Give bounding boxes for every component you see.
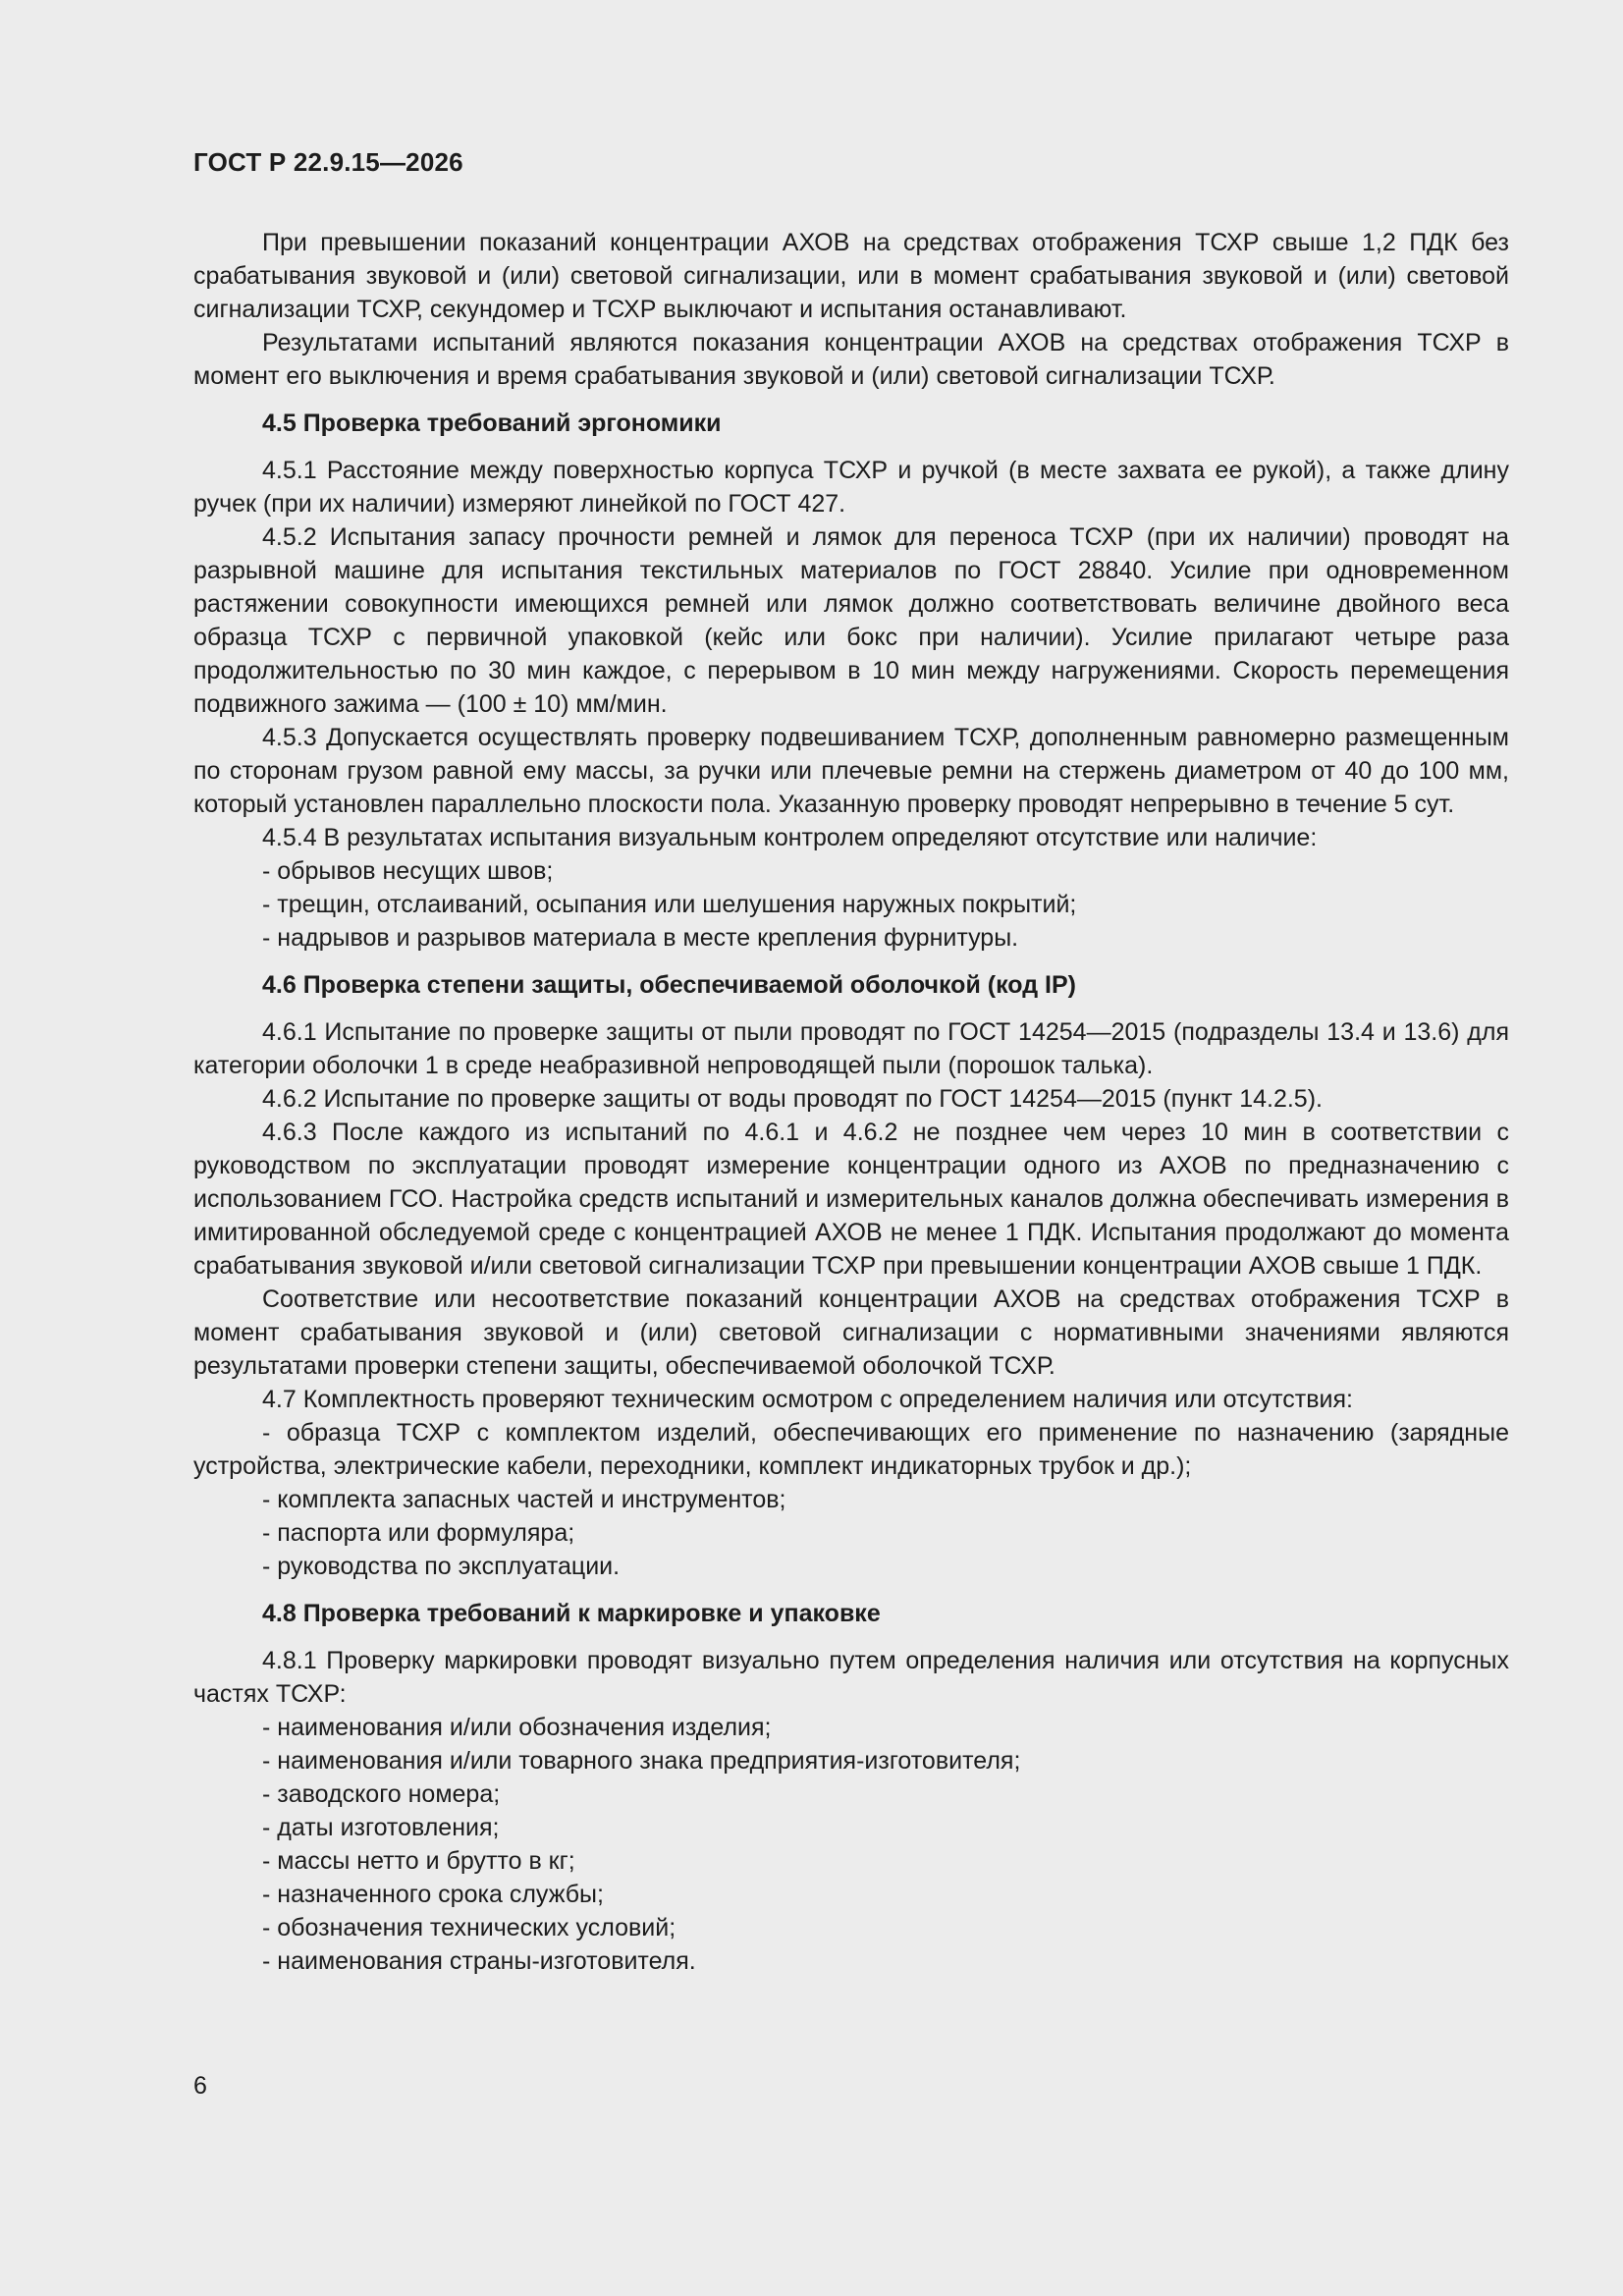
paragraph-4-6-3: 4.6.3 После каждого из испытаний по 4.6.1 и 4.6.2 не позднее чем через 10 мин в соответствии с руководством по эксплуатации проводят измерение концентрации одного из АХОВ по предназначению с использованием ГСО. Настройка средств испытаний и измерительных каналов должна обеспечивать измерения в имитированной обследуемой среде с концентрацией АХОВ не менее 1 ПДК. Испытания продолжают до момента срабатывания звуковой и/или световой сигнализации ТСХР при превышении концентрации АХОВ свыше 1 ПДК.: [193, 1119, 1509, 1280]
list-item: - комплекта запасных частей и инструментов;: [262, 1486, 786, 1513]
list-item: - руководства по эксплуатации.: [262, 1553, 621, 1580]
paragraph-4-7: 4.7 Комплектность проверяют техническим осмотром с определением наличия или отсутствия:: [262, 1386, 1353, 1413]
list-item: - паспорта или формуляра;: [262, 1519, 575, 1547]
list-item: - наименования и/или товарного знака предприятия-изготовителя;: [262, 1747, 1021, 1775]
paragraph-4-5-3: 4.5.3 Допускается осуществлять проверку подвешиванием ТСХР, дополненным равномерно размещенным по сторонам грузом равной ему массы, за ручки или плечевые ремни на стержень диаметром от 40 до 100 мм, который установлен параллельно плоскости пола. Указанную проверку проводят непрерывно в течение 5 сут.: [193, 724, 1509, 818]
section-heading-4-6: 4.6 Проверка степени защиты, обеспечиваемой оболочкой (код IP): [262, 971, 1076, 999]
list-item: - образца ТСХР с комплектом изделий, обеспечивающих его применение по назначению (зарядные устройства, электрические кабели, переходники, комплект индикаторных трубок и др.);: [193, 1419, 1509, 1480]
list-item: - массы нетто и брутто в кг;: [262, 1847, 575, 1875]
paragraph: При превышении показаний концентрации АХОВ на средствах отображения ТСХР свыше 1,2 ПДК без срабатывания звуковой и (или) световой сигнализации, или в момент срабатывания звуковой и (или) световой сигнализации ТСХР, секундомер и ТСХР выключают и испытания останавливают.: [193, 229, 1509, 323]
paragraph-4-5-2: 4.5.2 Испытания запасу прочности ремней и лямок для переноса ТСХР (при их наличии) проводят на разрывной машине для испытания текстильных материалов по ГОСТ 28840. Усилие при одновременном растяжении совокупности имеющихся ремней или лямок должно соответствовать величине двойного веса образца ТСХР с первичной упаковкой (кейс или бокс при наличии). Усилие прилагают четыре раза продолжительностью по 30 мин каждое, с перерывом в 10 мин между нагружениями. Скорость перемещения подвижного зажима — (100 ± 10) мм/мин.: [193, 523, 1509, 718]
paragraph: Результатами испытаний являются показания концентрации АХОВ на средствах отображения ТСХР в момент его выключения и время срабатывания звуковой и (или) световой сигнализации ТСХР.: [193, 329, 1509, 390]
document-body: [193, 226, 1509, 1978]
paragraph-4-6-2: 4.6.2 Испытание по проверке защиты от воды проводят по ГОСТ 14254—2015 (пункт 14.2.5).: [262, 1085, 1323, 1113]
paragraph: Соответствие или несоответствие показаний концентрации АХОВ на средствах отображения ТСХР в момент срабатывания звуковой и (или) световой сигнализации с нормативными значениями являются результатами проверки степени защиты, обеспечиваемой оболочкой ТСХР.: [193, 1285, 1509, 1380]
list-item: - трещин, отслаиваний, осыпания или шелушения наружных покрытий;: [262, 891, 1077, 918]
section-heading-4-8: 4.8 Проверка требований к маркировке и упаковке: [262, 1600, 881, 1627]
list-item: - даты изготовления;: [262, 1814, 500, 1841]
section-heading-4-5: 4.5 Проверка требований эргономики: [262, 410, 722, 437]
list-item: - заводского номера;: [262, 1780, 501, 1808]
page-number: 6: [193, 2072, 207, 2100]
list-item: - назначенного срока службы;: [262, 1881, 604, 1908]
paragraph-4-5-1: 4.5.1 Расстояние между поверхностью корпуса ТСХР и ручкой (в месте захвата ее рукой), а также длину ручек (при их наличии) измеряют линейкой по ГОСТ 427.: [193, 457, 1509, 518]
paragraph-4-6-1: 4.6.1 Испытание по проверке защиты от пыли проводят по ГОСТ 14254—2015 (подразделы 13.4 и 13.6) для категории оболочки 1 в среде неабразивной непроводящей пыли (порошок талька).: [193, 1018, 1509, 1079]
list-item: - обрывов несущих швов;: [262, 857, 554, 885]
list-item: - наименования страны-изготовителя.: [262, 1947, 696, 1975]
list-item: - надрывов и разрывов материала в месте крепления фурнитуры.: [262, 924, 1019, 952]
paragraph-4-8-1: 4.8.1 Проверку маркировки проводят визуально путем определения наличия или отсутствия на корпусных частях ТСХР:: [193, 1647, 1509, 1708]
document-header: ГОСТ Р 22.9.15—2026: [193, 147, 463, 177]
paragraph-4-5-4: 4.5.4 В результатах испытания визуальным контролем определяют отсутствие или наличие:: [262, 824, 1318, 851]
list-item: - обозначения технических условий;: [262, 1914, 676, 1941]
list-item: - наименования и/или обозначения изделия;: [262, 1714, 772, 1741]
